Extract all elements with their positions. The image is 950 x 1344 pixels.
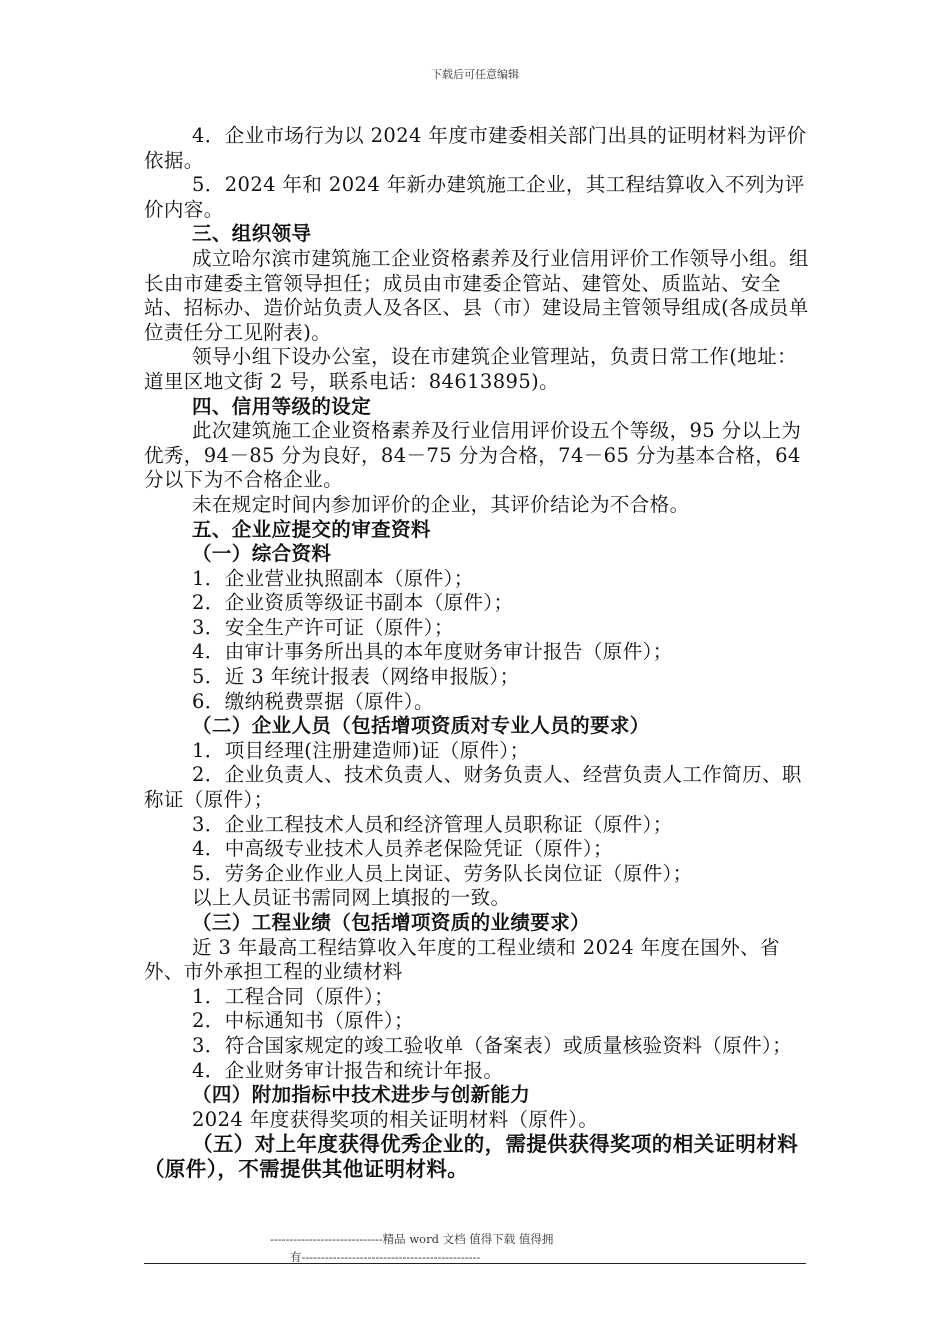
paragraph: 5．2024 年和 2024 年新办建筑施工企业，其工程结算收入不列为评价内容。	[144, 173, 805, 221]
list-item: 5．劳务企业作业人员上岗证、劳务队长岗位证（原件）；	[192, 861, 693, 885]
list-item: 1．工程合同（原件）；	[192, 984, 395, 1008]
list-item: 3．安全生产许可证（原件）；	[192, 615, 454, 639]
subsection-heading: （三）工程业绩（包括增项资质的业绩要求）	[192, 911, 591, 934]
subsection-heading: （一）综合资料	[192, 542, 332, 566]
subsection-heading: （二）企业人员（包括增项资质对专业人员的要求）	[192, 714, 650, 738]
paragraph: 4．企业市场行为以 2024 年度市建委相关部门出具的证明材料为评价依据。	[144, 124, 807, 172]
subsection-heading: （四）附加指标中技术进步与创新能力	[192, 1083, 531, 1107]
paragraph: 成立哈尔滨市建筑施工企业资格素养及行业信用评价工作领导小组。组长由市建委主管领导担任；成员由市建委企管站、建管处、质监站、安全站、招标办、造价站负责人及各区、县（市）建设局主管领导组成(各成员单位责任分工见附表)。	[144, 246, 809, 344]
footer-line: -----------------------------精品 word 文档 值得下载 值得拥	[270, 1232, 554, 1246]
list-item: 4．由审计事务所出具的本年度财务审计报告（原件）；	[192, 640, 673, 664]
paragraph: 未在规定时间内参加评价的企业，其评价结论为不合格。	[192, 492, 690, 516]
list-item: 4．中高级专业技术人员养老保险凭证（原件）；	[192, 837, 613, 861]
paragraph: 此次建筑施工企业资格素养及行业信用评价设五个等级，95 分以上为优秀，94－85 分为良好，84－75 分为合格，74－65 分为基本合格，64 分以下为不合格企业。	[144, 419, 802, 492]
section-heading: 四、信用等级的设定	[192, 394, 372, 418]
list-item: 3．企业工程技术人员和经济管理人员职称证（原件）；	[192, 812, 673, 836]
list-item: 2．企业资质等级证书副本（原件）；	[192, 591, 514, 615]
section-heading: 三、组织领导	[192, 222, 312, 246]
list-item: 3．符合国家规定的竣工验收单（备案表）或质量核验资料（原件）；	[192, 1033, 793, 1057]
list-item: 4．企业财务审计报告和统计年报。	[192, 1058, 504, 1082]
page-header: 下载后可任意编辑	[431, 68, 519, 81]
list-item: 2．中标通知书（原件）；	[192, 1009, 414, 1033]
list-item: 1．项目经理(注册建造师)证（原件）；	[192, 738, 530, 762]
paragraph: 近 3 年最高工程结算收入年度的工程业绩和 2024 年度在国外、省外、市外承担工程的业绩材料	[144, 935, 780, 984]
footer-line: 有----------------------------------------------	[290, 1250, 481, 1264]
list-item: 1．企业营业执照副本（原件）；	[192, 566, 474, 590]
paragraph: 以上人员证书需同网上填报的一致。	[192, 886, 511, 910]
list-item: 2．企业负责人、技术负责人、财务负责人、经营负责人工作简历、职称证（原件）；	[144, 763, 802, 812]
section-heading: 五、企业应提交的审查资料	[192, 517, 431, 541]
page-footer	[270, 1230, 690, 1266]
list-item: 6．缴纳税费票据（原件）。	[192, 689, 434, 713]
subsection-heading: （五）对上年度获得优秀企业的，需提供获得奖项的相关证明材料（原件），不需提供其他证明材料。	[144, 1132, 799, 1181]
paragraph: 领导小组下设办公室，设在市建筑企业管理站，负责日常工作(地址：道里区地文街 2 号，联系电话：84613895)。	[144, 345, 798, 393]
list-item: 5．近 3 年统计报表（网络申报版）；	[192, 665, 520, 689]
paragraph: 2024 年度获得奖项的相关证明材料（原件）。	[192, 1107, 599, 1131]
document-body	[144, 124, 814, 1182]
footer-divider	[144, 1263, 806, 1264]
